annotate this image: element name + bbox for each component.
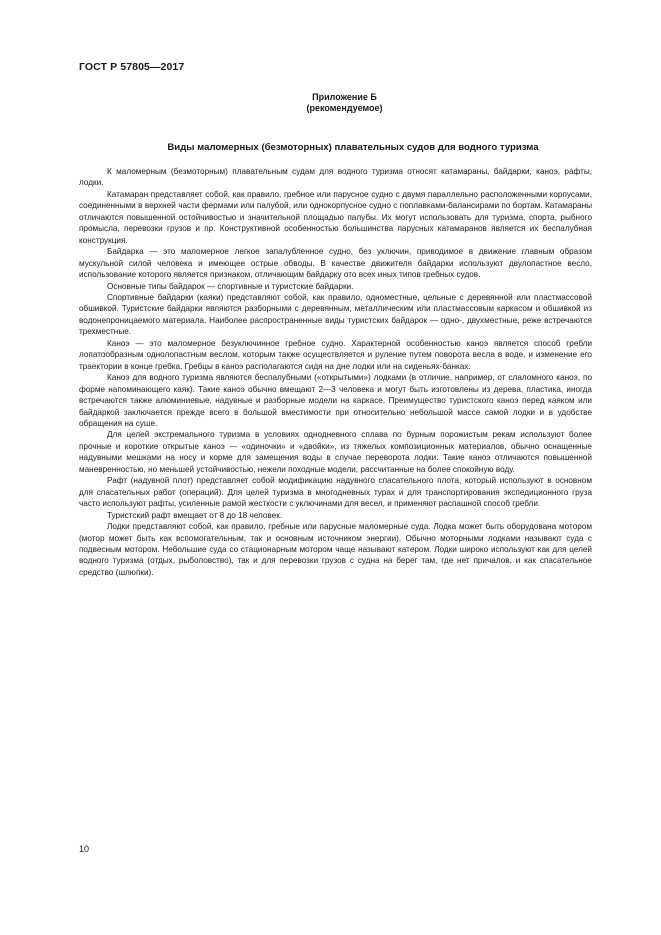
document-code: ГОСТ Р 57805—2017 <box>79 61 185 73</box>
paragraph: Лодки представляют собой, как правило, гребные или парусные маломерные суда. Лодка может быть оборудована мотором (мотор может быть как вспомогательным, так и основным источником энергии). Обычно моторными лодками называют суда с подвесным мотором. Небольшие суда со стационарным мотором чаще называют катером. Лодки широко используют как для целей водного туризма (отдых, рыболовство), так и для перевозки грузов с судна на берег там, где нет причалов, и как спасательное средство (шлюпки). <box>79 522 592 577</box>
paragraph: К маломерным (безмоторным) плавательным судам для водного туризма относят катамараны, байдарки, каноэ, рафты, лодки. <box>79 167 592 188</box>
body-text <box>79 166 592 578</box>
section-title: Виды маломерных (безмоторных) плавательных судов для водного туризма <box>167 142 539 153</box>
paragraph: Каноэ — это маломерное безуключинное гребное судно. Характерной особенностью каноэ является способ гребли лопатообразным однолопастным веслом, которым также осуществляется и руление путем поворота весла в воде, и изменение его траектории в конце гребка. Гребцы в каноэ располагаются сидя на дне лодки или на сиденьях-банках. <box>79 338 592 371</box>
appendix-title: Приложение Б <box>312 92 377 102</box>
paragraph: Рафт (надувной плот) представляет собой модификацию надувного спасательного плота, который используют в основном для спасательных работ (операций). Для целей туризма в многодневных турах и для транспортирования экспедиционного груза часто используют рафты, усиленные рамой жесткости с уключинами для весел, и применяют распашной способ гребли. <box>79 476 592 509</box>
paragraph: Для целей экстремального туризма в условиях однодневного сплава по бурным порожистым рекам используют более прочные и короткие открытые каноэ — «одиночки» и «двойки», из тяжелых композиционных материалов, обычно оснащенные надувными мешками на носу и корме для замещения воды в случае переворота лодки. Такие каноэ отличаются повышенной маневренностью, но меньшей устойчивостью, нежели походные модели, рассчитанные на более спокойную воду. <box>79 430 592 474</box>
paragraph: Основные типы байдарок — спортивные и туристские байдарки. <box>107 281 354 291</box>
appendix-heading <box>0 92 661 114</box>
paragraph: Туристский рафт вмещает от 8 до 18 человек. <box>107 510 283 520</box>
paragraph: Байдарка — это маломерное легкое запалубленное судно, без уключин, приводимое в движение главным образом мускульной силой человека и имеющее острые обводы. В качестве движителя байдарки используют двулопастное весло, использование которого является признаком, отличающим байдарку ото всех иных типов гребных судов. <box>79 247 592 280</box>
paragraph: Каноэ для водного туризма являются беспалубными («открытыми») лодками (в отличие, например, от слаломного каноэ, по форме напоминающего каяк). Такие каноэ обычно вмещают 2—3 человека и могут быть изготовлены из дерева, пластика, иногда встречаются также алюминиевые, надувные и разборные модели на каркасе. Преимущество туристского каноэ перед каяком или байдаркой заключается прежде всего в большой вместимости при относительно небольшой массе самой лодки и в удобстве обращения на суше. <box>79 373 592 428</box>
page-number: 10 <box>79 844 90 854</box>
paragraph: Спортивные байдарки (каяки) представляют собой, как правило, одноместные, цельные с деревянной или пластмассовой обшивкой. Туристские байдарки являются разборными с деревянным, металлическим или пластмассовым каркасом и обшивкой из водонепроницаемого материала. Наиболее распространенные виды туристских байдарок — одно-, двухместные, реже встречаются трехместные. <box>79 292 592 337</box>
appendix-subtitle: (рекомендуемое) <box>306 103 383 113</box>
paragraph: Катамаран представляет собой, как правило, гребное или парусное судно с двумя параллельно расположенными корпусами, соединенными в верхней части фермами или палубой, или однокорпусное судно с поплавками-балансирами по бортам. Катамараны отличаются повышенной остойчивостью и значительной площадью палубы. Их могут использовать для туризма, спорта, рыбного промысла, перевозки грузов и пр. Конструктивной особенностью большинства парусных катамаранов является их беспалубная конструкция. <box>79 189 592 245</box>
